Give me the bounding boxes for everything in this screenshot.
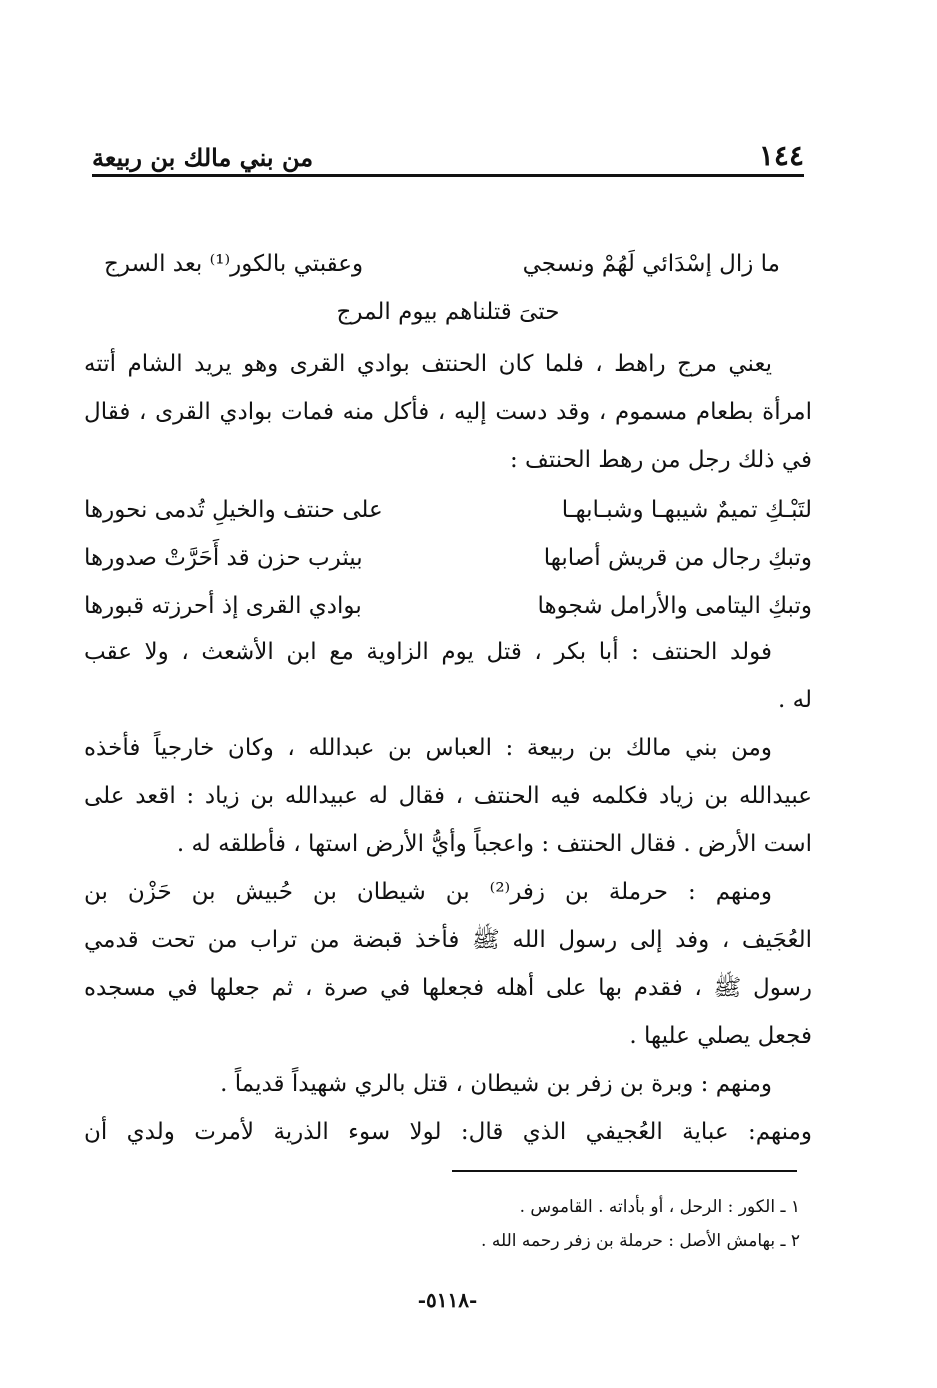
- text-line: ومنهم: عباية العُجيفي الذي قال: لولا سوء الذرية لأمرت ولدي أن: [84, 1119, 812, 1145]
- text-line: عبيدالله بن زياد فكلمه فيه الحنتف ، فقال له عبيدالله بن زياد : اقعد على: [84, 783, 812, 809]
- text-line: امرأة بطعام مسموم ، وقد دست إليه ، فأكل منه فمات بوادي القرى ، فقال: [84, 399, 812, 425]
- page-number: ١٤٤: [758, 139, 804, 172]
- verse-hemistich: ما زال إسْدَائي لَهُمْ ونسجي: [522, 251, 780, 277]
- text-line: العُجَيف ، وفد إلى رسول الله ﷺ فأخذ قبضة من تراب من تحت قدمي: [84, 927, 812, 953]
- text-line: له .: [778, 687, 812, 713]
- paragraph: [84, 1060, 812, 1156]
- text-line: فجعل يصلي عليها .: [629, 1023, 812, 1049]
- verse-line: [84, 288, 812, 336]
- verse-hemistich: حتىَ قتلناهم بيوم المرج: [336, 299, 560, 325]
- text-line: ومنهم : وبرة بن زفر بن شيطان ، قتل بالري شهيداً قديماً .: [220, 1071, 772, 1097]
- paragraph: [84, 628, 812, 724]
- verse-hemistich: وعقبتي بالكور⁽¹⁾ بعد السرج: [104, 251, 364, 277]
- verse-hemistich: بوادي القرى إذ أحرزته قبورها: [84, 593, 362, 619]
- header-divider: [92, 174, 804, 177]
- bottom-page-number: -٥١١٨-: [417, 1288, 478, 1312]
- text-line: ومنهم : حرملة بن زفر⁽²⁾ بن شيطان بن حُبيش بن حَزْن بن: [84, 879, 772, 905]
- text-line: فولد الحنتف : أبا بكر ، قتل يوم الزاوية مع ابن الأشعث ، ولا عقب: [84, 639, 772, 665]
- page-header: [92, 128, 804, 172]
- footnotes: [300, 1190, 800, 1258]
- text-line: رسول ﷺ ، فقدم بها على أهله فجعلها في صرة ، ثم جعلها في مسجده: [84, 975, 812, 1001]
- footnote: ١ ـ الكور : الرحل ، أو بأداته . القاموس .: [519, 1197, 800, 1217]
- paragraph: [84, 868, 812, 1060]
- verse-line: [84, 240, 812, 288]
- paragraph: [84, 340, 812, 484]
- poem-verse: [84, 486, 812, 534]
- opening-verse: [84, 240, 812, 336]
- verse-hemistich: لتَبْـكِ تميمٌ شيبهـا وشبـابهـا: [561, 497, 812, 523]
- footnote-divider: [452, 1170, 797, 1172]
- text-line: في ذلك رجل من رهط الحنتف :: [510, 447, 812, 473]
- footnote: ٢ ـ بهامش الأصل : حرملة بن زفر رحمه الله .: [481, 1231, 800, 1251]
- verse-hemistich: على حنتف والخيلِ تُدمى نحورها: [84, 497, 383, 523]
- poem: [84, 486, 812, 630]
- verse-hemistich: بيثرب حزن قد أَحَرَّتْ صدورها: [84, 545, 363, 571]
- poem-verse: [84, 582, 812, 630]
- text-line: يعني مرج راهط ، فلما كان الحنتف بوادي القرى وهو يريد الشام أتته: [84, 351, 772, 377]
- poem-verse: [84, 534, 812, 582]
- verse-hemistich: وتبكِ رجال من قريش أصابها: [543, 545, 812, 571]
- text-line: است الأرض . فقال الحنتف : واعجباً وأيُّ الأرض استها ، فأطلقه له .: [176, 831, 812, 857]
- text-line: ومن بني مالك بن ربيعة : العباس بن عبدالله ، وكان خارجياً فأخذه: [84, 735, 772, 761]
- running-title: من بني مالك بن ربيعة: [92, 143, 314, 172]
- paragraph: [84, 724, 812, 868]
- verse-hemistich: وتبكِ اليتامى والأرامل شجوها: [537, 593, 812, 619]
